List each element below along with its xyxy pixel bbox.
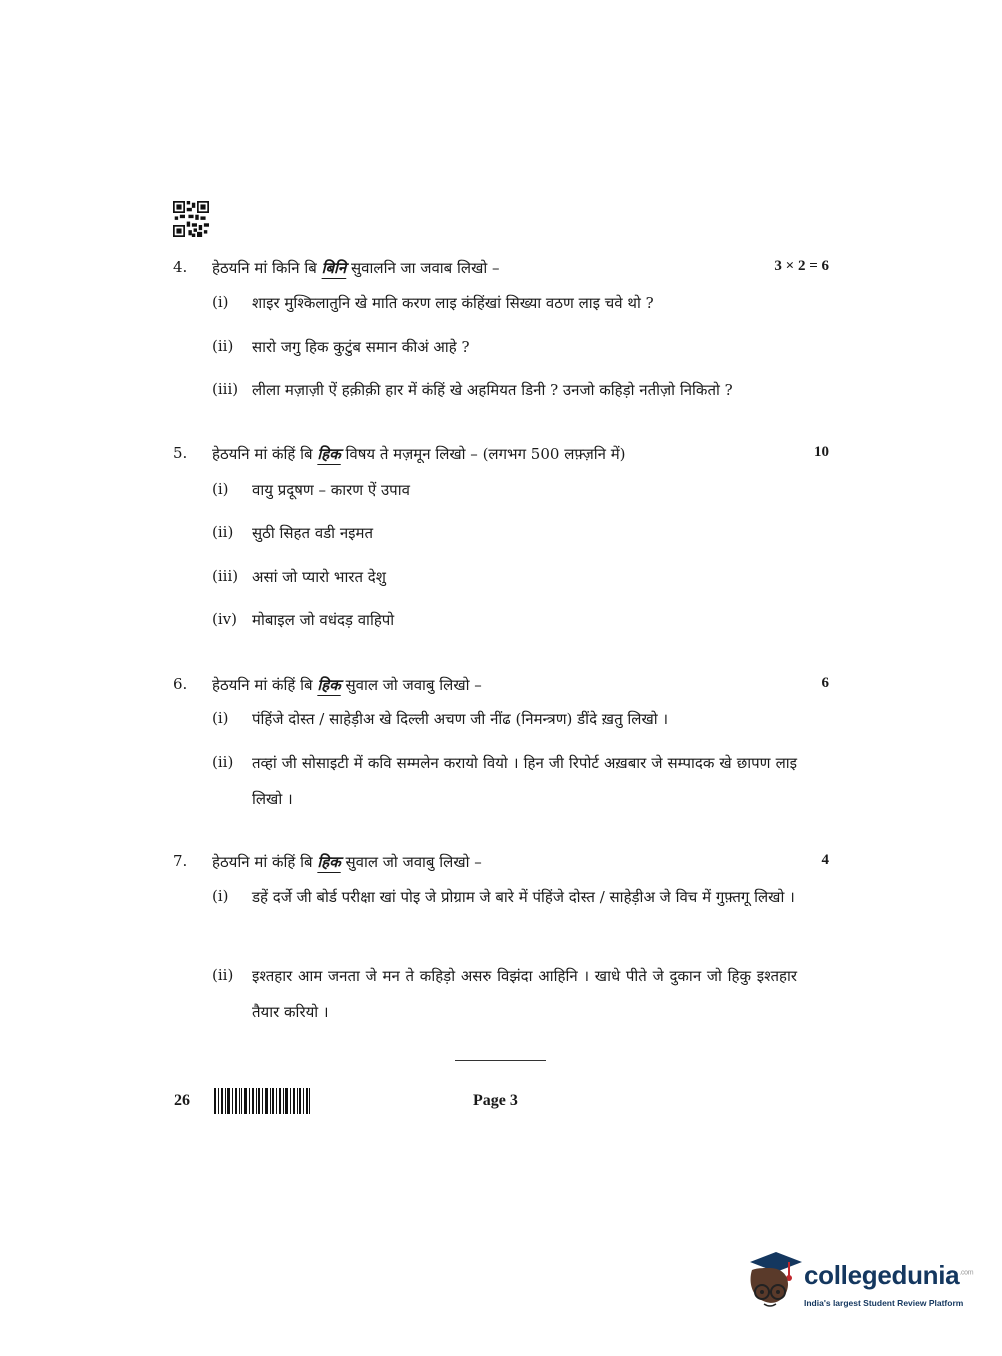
prompt-emphasis: बिनि — [321, 259, 347, 277]
prompt-prefix: हेठयनि मां किनि बि — [212, 259, 322, 277]
qr-code-icon — [173, 201, 209, 237]
brand-name-text: collegedunia — [804, 1260, 960, 1290]
question-number: 5. — [173, 444, 188, 462]
prompt-prefix: हेठयनि मां कंहिं बि — [212, 445, 318, 463]
end-rule — [455, 1060, 546, 1061]
item-text: शाइर मुश्किलातुनि खे माति करण लाइ कंहिंखां सिख्या वठण लाइ चवे थो ? — [252, 294, 654, 312]
question-number: 7. — [173, 852, 188, 870]
page-number: Page 3 — [473, 1092, 518, 1109]
question-marks: 10 — [814, 444, 829, 460]
question-marks: 4 — [821, 852, 829, 868]
item-label: (ii) — [212, 753, 234, 771]
item-label: (ii) — [212, 523, 234, 541]
brand-tagline: India's largest Student Review Platform — [804, 1298, 964, 1308]
item-text: डहें दर्जे जी बोर्ड परीक्षा खां पोइ जे प्रोग्राम जे बारे में पंहिंजे दोस्त / साहेड़ीअ जे विच में गुफ़्तगू लिखो । — [252, 888, 795, 906]
prompt-prefix: हेठयनि मां कंहिं बि — [212, 676, 318, 694]
item-label: (iii) — [212, 567, 239, 585]
mascot-icon — [744, 1248, 802, 1312]
question-marks: 6 — [821, 675, 829, 691]
prompt-emphasis: हिक — [317, 853, 341, 871]
barcode-icon — [214, 1088, 310, 1114]
item-label: (i) — [212, 887, 229, 905]
collegedunia-logo — [744, 1248, 974, 1318]
item-text: असां जो प्यारो भारत देशु — [252, 568, 386, 586]
question-number: 6. — [173, 675, 188, 693]
item-text: पंहिंजे दोस्त / साहेड़ीअ खे दिल्ली अचण जी नींढ (निमन्त्रण) डींदे ख़तु लिखो । — [252, 710, 669, 728]
question-prompt — [212, 258, 500, 278]
item-text: तव्हां जी सोसाइटी में कवि सम्मलेन करायो वियो । हिन जी रिपोर्ट अख़बार जे सम्पादक खे छापण लाइ लिखो । — [252, 754, 797, 808]
item-text: मोबाइल जो वधंदड़ वाहिपो — [252, 611, 395, 629]
prompt-suffix: विषय ते मज़मून लिखो – (लगभग 500 लफ़्ज़नि में) — [340, 445, 626, 463]
item-label: (i) — [212, 480, 229, 498]
question-number: 4. — [173, 258, 188, 276]
item-label: (iii) — [212, 380, 239, 398]
item-label: (i) — [212, 293, 229, 311]
page-code: 26 — [174, 1092, 190, 1109]
item-label: (i) — [212, 709, 229, 727]
prompt-emphasis: हिक — [317, 445, 341, 463]
question-marks: 3 × 2 = 6 — [774, 258, 829, 274]
item-text: वायु प्रदूषण – कारण ऐं उपाव — [252, 481, 410, 499]
item-label: (ii) — [212, 966, 234, 984]
item-label: (iv) — [212, 610, 237, 628]
prompt-suffix: सुवालनि जा जवाब लिखो – — [346, 259, 500, 277]
question-prompt — [212, 444, 626, 464]
item-text: इश्तहार आम जनता जे मन ते कहिड़ो असरु विझंदा आहिनि । खाधे पीते जे दुकान जो हिकु इश्तहार तैयार करियो । — [252, 967, 797, 1021]
item-text: लीला मज़ाज़ी ऐं हक़ीक़ी हार में कंहिं खे अहमियत डिनी ? उनजो कहिड़ो नतीज़ो निकितो ? — [252, 381, 733, 399]
prompt-prefix: हेठयनि मां कंहिं बि — [212, 853, 318, 871]
item-text: सारो जगु हिक कुटुंब समान कीअं आहे ? — [252, 338, 470, 356]
prompt-emphasis: हिक — [317, 676, 341, 694]
prompt-suffix: सुवाल जो जवाबु लिखो – — [340, 676, 482, 694]
question-prompt — [212, 852, 482, 872]
question-prompt — [212, 675, 482, 695]
item-label: (ii) — [212, 337, 234, 355]
prompt-suffix: सुवाल जो जवाबु लिखो – — [340, 853, 482, 871]
item-text: सुठी सिहत वडी नइमत — [252, 524, 374, 542]
brand-name — [804, 1260, 973, 1291]
brand-suffix: .com — [959, 1269, 974, 1277]
